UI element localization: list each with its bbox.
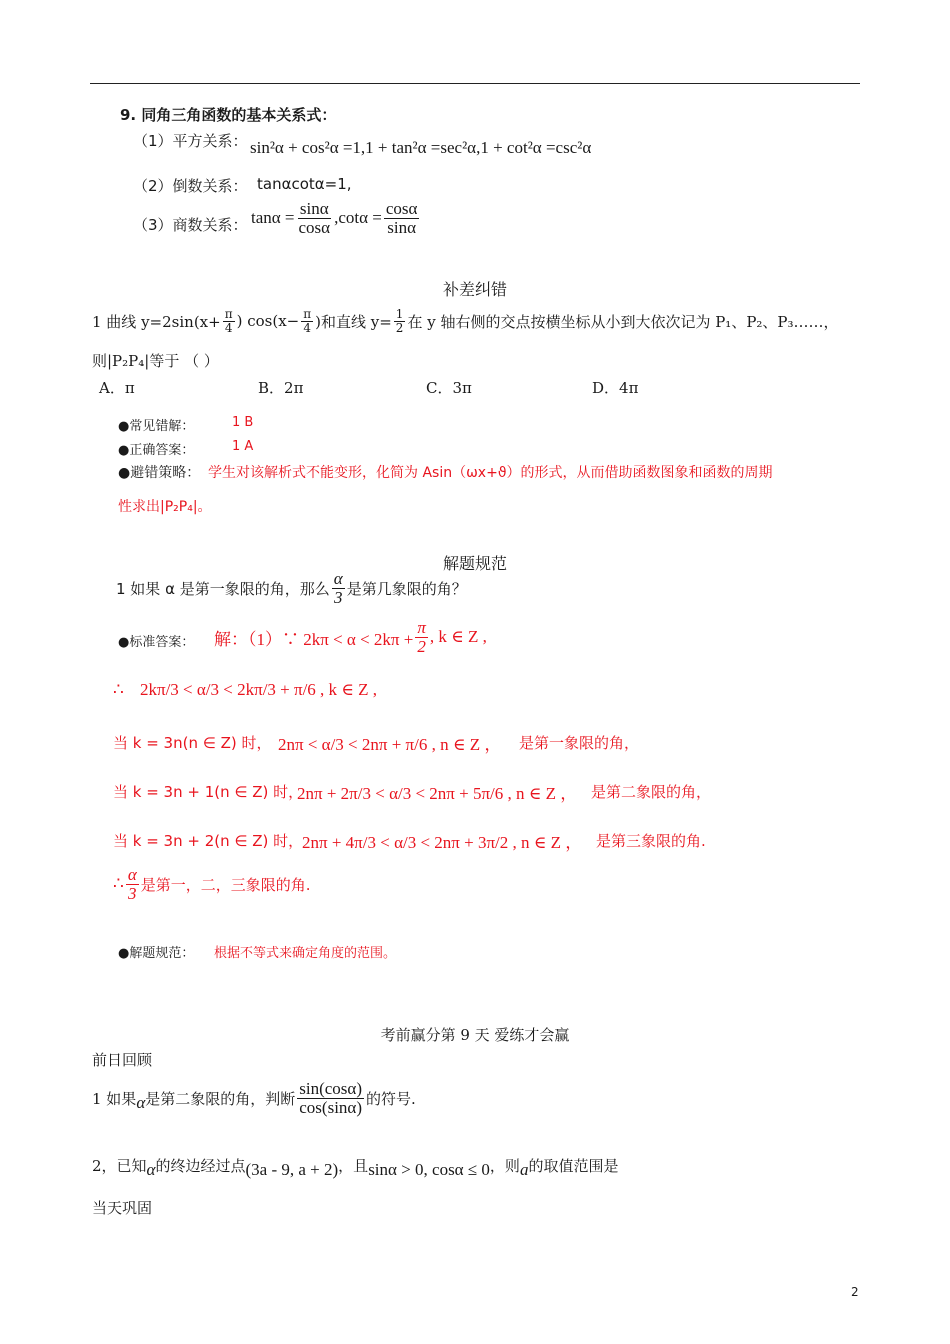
square-relation-label: （1）平方关系： bbox=[133, 132, 248, 150]
therefore-symbol-1: ∴ bbox=[113, 680, 124, 699]
fraction-numerator: π bbox=[303, 307, 312, 321]
pi-over-4-fraction bbox=[223, 308, 235, 334]
q1-fraction bbox=[297, 1080, 364, 1117]
problem1-text-b: ) cos(x− bbox=[236, 312, 300, 331]
question-line bbox=[116, 570, 467, 607]
q2-condition: sinα > 0, cosα ≤ 0 bbox=[368, 1160, 490, 1179]
consolidate-title: 当天巩固 bbox=[92, 1199, 153, 1217]
case2-conclusion: 是第二象限的角， bbox=[591, 783, 712, 801]
half-fraction bbox=[394, 308, 406, 334]
fraction-denominator: cos(sinα) bbox=[299, 1097, 362, 1117]
q2-text-b: 的终边经过点 bbox=[155, 1156, 246, 1175]
problem1-text-d: 在 y 轴右侧的交点按横坐标从小到大依次记为 P₁、P₂、P₃……， bbox=[407, 312, 839, 331]
pi-over-2-fraction bbox=[415, 619, 428, 656]
final-line bbox=[113, 866, 311, 903]
fraction-denominator: 4 bbox=[303, 320, 311, 335]
common-error-label: ●常见错解： bbox=[118, 419, 195, 434]
q1-text-c: 的符号. bbox=[366, 1089, 416, 1108]
option-d: D．4π bbox=[592, 379, 639, 397]
fraction-numerator: π bbox=[224, 307, 233, 321]
case3-conclusion: 是第三象限的角. bbox=[596, 832, 706, 850]
review-title: 前日回顾 bbox=[92, 1051, 153, 1069]
q2-text-d: ，则 bbox=[489, 1156, 520, 1175]
option-b: B．2π bbox=[258, 379, 304, 397]
q1-alpha: α bbox=[136, 1093, 146, 1113]
strategy-line1: 学生对该解析式不能变形，化简为 Asin（ωx+ϑ）的形式，从而借助函数图象和函数的周期 bbox=[208, 465, 773, 481]
standard-answer-label: ●标准答案： bbox=[118, 635, 195, 650]
square-relation-formula bbox=[250, 138, 591, 158]
solution-line1-tail: , k ∈ Z , bbox=[429, 627, 487, 647]
quotient-lhs-tan: tanα = bbox=[251, 208, 295, 228]
case1-inequality: 2nπ < α/3 < 2nπ + π/6 , n ∈ Z ， bbox=[278, 735, 502, 754]
fraction-numerator: π bbox=[417, 618, 426, 637]
problem1-line1 bbox=[92, 308, 839, 334]
fraction-denominator: 4 bbox=[224, 320, 233, 335]
fraction-denominator: 2 bbox=[417, 636, 426, 656]
problem1-line2: 则|P₂P₄|等于 （ ） bbox=[92, 352, 219, 370]
norm-label: ●解题规范： bbox=[118, 946, 195, 961]
correct-answer-value: 1 A bbox=[232, 439, 254, 454]
fraction-numerator: cosα bbox=[385, 199, 418, 218]
question-text-a: 1 如果 α 是第一象限的角，那么 bbox=[116, 579, 330, 598]
fraction-numerator: sinα bbox=[299, 199, 329, 218]
q2-variable-a: a bbox=[519, 1160, 529, 1179]
fraction-denominator: 2 bbox=[395, 320, 404, 335]
pi-over-4-fraction-2 bbox=[301, 308, 313, 334]
sin-over-cos-fraction bbox=[297, 200, 333, 237]
common-error-value: 1 B bbox=[232, 415, 254, 430]
day-title: 考前赢分第 9 天 爱练才会赢 bbox=[380, 1026, 570, 1044]
reciprocal-relation-formula: tanαcotα=1, bbox=[257, 175, 352, 193]
q2-text-c: ，且 bbox=[338, 1156, 369, 1175]
strategy-label: ●避错策略： bbox=[118, 465, 201, 481]
square-relation-text: sin²α + cos²α =1,1 + tan²α =sec²α,1 + cot²α =csc²α bbox=[250, 138, 592, 157]
case1-conclusion: 是第一象限的角， bbox=[519, 734, 640, 752]
fraction-denominator: sinα bbox=[387, 217, 417, 237]
review-question-2 bbox=[92, 1150, 618, 1180]
fraction-numerator: 1 bbox=[395, 307, 404, 321]
case3-inequality: 2nπ + 4π/3 < α/3 < 2nπ + 3π/2 , n ∈ Z ， bbox=[302, 833, 583, 852]
header-rule bbox=[90, 83, 860, 84]
page-number: 2 bbox=[851, 1285, 859, 1299]
q2-alpha: α bbox=[146, 1160, 156, 1179]
question-text-b: 是第几象限的角？ bbox=[346, 579, 467, 598]
case2-inequality: 2nπ + 2π/3 < α/3 < 2nπ + 5π/6 , n ∈ Z ， bbox=[297, 784, 578, 803]
formula-title: 9. 同角三角函数的基本关系式： bbox=[120, 106, 337, 124]
therefore-symbol-2: ∴ bbox=[113, 874, 124, 894]
quotient-relation-label: （3）商数关系： bbox=[133, 216, 248, 234]
solution-line1 bbox=[214, 619, 487, 656]
reciprocal-relation-label: （2）倒数关系： bbox=[133, 177, 248, 195]
fraction-denominator: 3 bbox=[333, 587, 343, 607]
norm-text: 根据不等式来确定角度的范围。 bbox=[214, 946, 397, 961]
case2-condition: 当 k = 3n + 1(n ∈ Z) 时， bbox=[113, 783, 304, 801]
fraction-numerator: sin(cosα) bbox=[299, 1079, 362, 1098]
correct-answer-label: ●正确答案： bbox=[118, 443, 195, 458]
section-title-fix: 补差纠错 bbox=[442, 280, 507, 299]
q1-text-a: 1 如果 bbox=[92, 1089, 137, 1108]
cos-over-sin-fraction bbox=[384, 200, 420, 237]
fraction-numerator: α bbox=[333, 569, 343, 588]
q2-text-e: 的取值范围是 bbox=[528, 1156, 619, 1175]
alpha-over-3-fraction bbox=[332, 570, 345, 607]
strategy-line2: 性求出|P₂P₄|。 bbox=[118, 499, 212, 515]
fraction-numerator: α bbox=[127, 865, 137, 884]
problem1-text-c: )和直线 y= bbox=[315, 312, 392, 331]
case3-condition: 当 k = 3n + 2(n ∈ Z) 时， bbox=[113, 832, 304, 850]
section-title-solve: 解题规范 bbox=[442, 554, 507, 573]
problem1-text-a: 1 曲线 y=2sin(x+ bbox=[92, 312, 221, 331]
solution-line1-text: 解：（1）∵ 2kπ < α < 2kπ + bbox=[214, 629, 414, 649]
option-c: C．3π bbox=[426, 379, 472, 397]
q2-text-a: 2，已知 bbox=[92, 1156, 147, 1175]
q2-point: (3a - 9, a + 2) bbox=[245, 1160, 339, 1179]
quotient-lhs-cot: ,cotα = bbox=[334, 208, 382, 228]
quotient-relation-formula bbox=[251, 200, 421, 237]
solution-line2: 2kπ/3 < α/3 < 2kπ/3 + π/6 , k ∈ Z , bbox=[140, 680, 378, 699]
review-question-1 bbox=[92, 1080, 416, 1117]
alpha-over-3-final bbox=[126, 866, 139, 903]
case1-condition: 当 k = 3n(n ∈ Z) 时， bbox=[113, 734, 272, 752]
fraction-denominator: cosα bbox=[298, 217, 331, 237]
fraction-denominator: 3 bbox=[128, 883, 137, 903]
option-a: A．π bbox=[99, 379, 135, 397]
final-conclusion: 是第一，二，三象限的角. bbox=[140, 875, 311, 894]
q1-text-b: 是第二象限的角，判断 bbox=[145, 1089, 296, 1108]
